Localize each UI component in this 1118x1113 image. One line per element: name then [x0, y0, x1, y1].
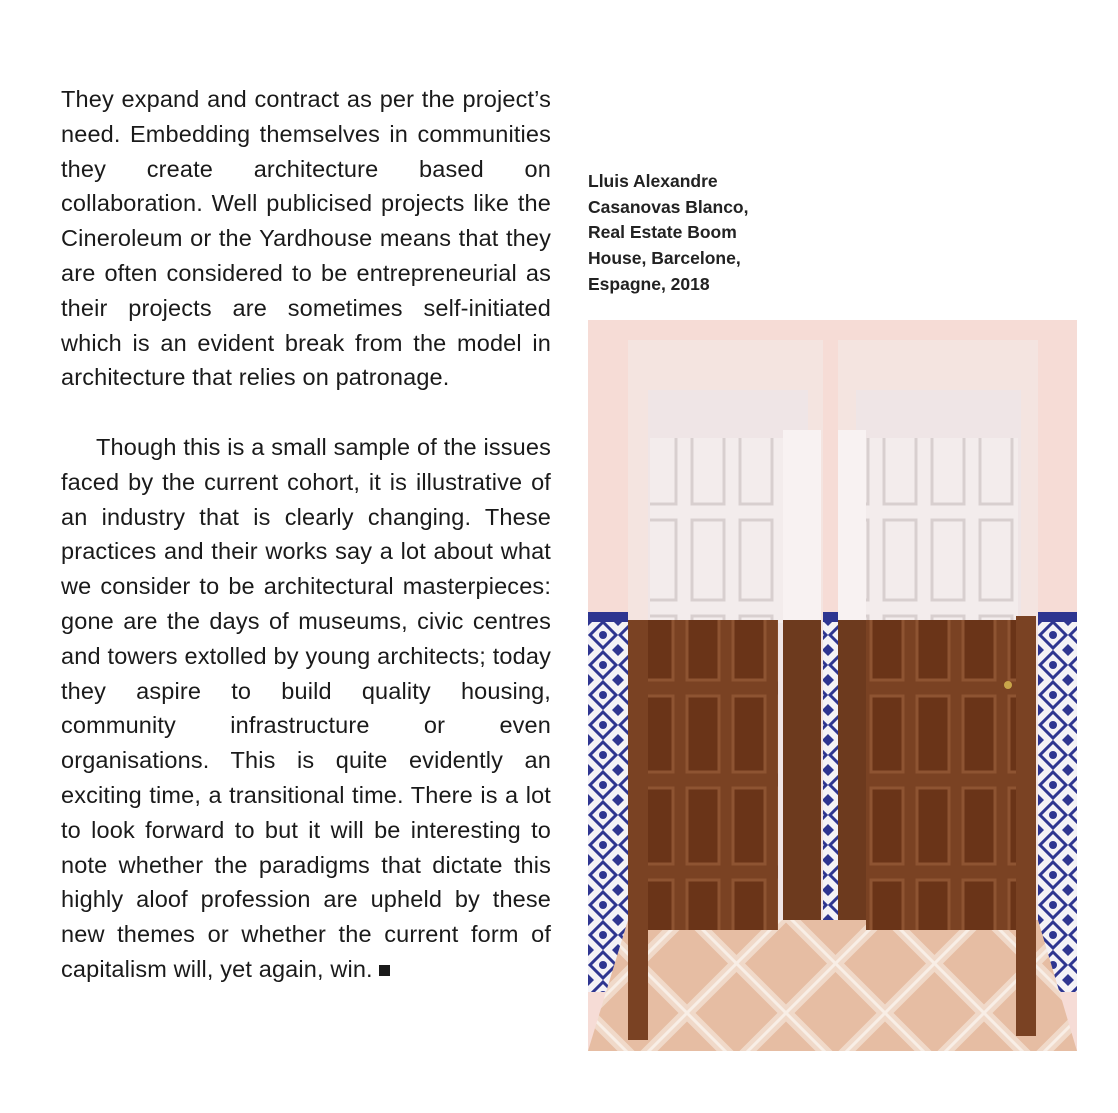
end-of-article-icon [379, 965, 390, 976]
paragraph-1: They expand and contract as per the project’s need. Embedding themselves in communities they create architecture based on collaboration. Well publicised projects like the Cineroleum or the Yardhouse means that they are often considered to be entrepreneurial as their projects are sometimes self-initiated which is an evident break from the model in architecture that relies on patronage. [61, 86, 551, 391]
interior-photo [588, 320, 1077, 1051]
caption-line: Lluis Alexandre [588, 171, 718, 191]
paragraph-2-text: Though this is a small sample of the issues faced by the current cohort, it is illustrative of an industry that is clearly changing. These practices and their works say a lot about what we consider to be architectural masterpieces: gone are the days of museums, civic centres and towers extolled by young architects; today they aspire to build quality housing, community infrastructure or even organisations. This is quite evidently an exciting time, a transitional time. There is a lot to look forward to but it will be interesting to note whether the paradigms that dictate this highly aloof profession are upheld by these new themes or whether the current form of capitalism will, yet again, win. [61, 433, 551, 982]
article-body [61, 82, 551, 987]
paragraph-2 [61, 430, 551, 987]
caption-line: House, Barcelone, [588, 248, 741, 269]
photo-caption [588, 169, 788, 298]
caption-line: Real Estate Boom [588, 222, 737, 243]
caption-line: Espagne, 2018 [588, 273, 710, 294]
caption-line: Casanovas Blanco, [588, 196, 749, 217]
